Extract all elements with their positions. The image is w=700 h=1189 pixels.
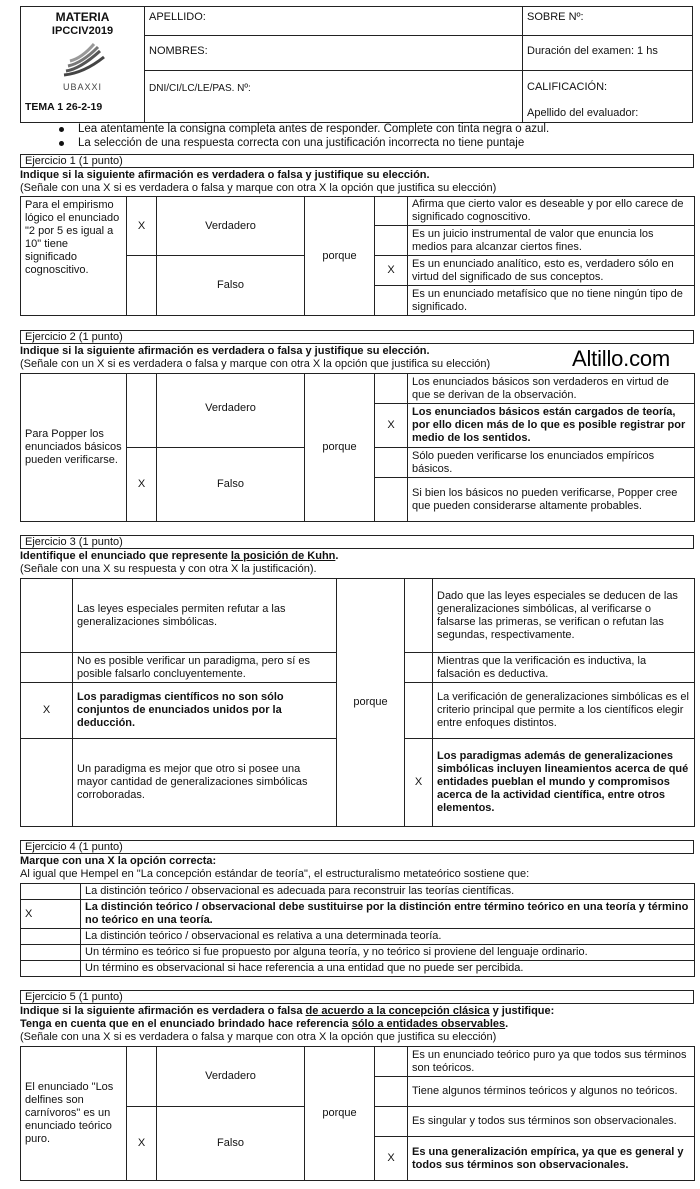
ex1-title: Ejercicio 1 — [25, 155, 76, 167]
ex2-true-mark[interactable] — [127, 374, 157, 448]
ex5-points: (1 punto) — [75, 991, 123, 1003]
ex1-option: Es un juicio instrumental de valor que enuncia los medios para alcanzar ciertos fines. — [408, 226, 695, 256]
ex2-porque: porque — [305, 374, 375, 522]
apellido-field[interactable]: APELLIDO: — [145, 7, 523, 36]
ex2-instruction: Indique si la siguiente afirmación es verdadera o falsa y justifique su elección. — [20, 345, 430, 357]
ex1-option-mark[interactable] — [375, 286, 408, 316]
ex4-table — [20, 883, 695, 977]
ex1-porque: porque — [305, 197, 375, 316]
ex3-right-mark[interactable]: X — [405, 739, 433, 827]
ex3-right-option: Los paradigmas además de generalizaciones simbólicas incluyen lineamientos acerca de qué entidades pueblan el mundo y compromisos acerca de la actividad científica, entre otros elementos. — [433, 739, 695, 827]
ex3-right-option: Dado que las leyes especiales se deducen de las generalizaciones simbólicas, al verificarse o falsarse las primeras, se verifican o refutan las segundas, respectivamente. — [433, 579, 695, 653]
ex1-false-mark[interactable] — [127, 256, 157, 316]
ex4-option: La distinción teórico / observacional es adecuada para reconstruir las teorías científicas. — [81, 884, 695, 900]
ex3-instruction — [20, 550, 338, 563]
ex3-instr-a: Identifique el enunciado que represente — [20, 550, 231, 562]
ex5-instr2-a: Tenga en cuenta que en el enunciado brindado hace referencia — [20, 1018, 352, 1030]
course-code: IPCCIV2019 — [51, 25, 114, 37]
ex5-true-label: Verdadero — [157, 1047, 305, 1107]
ex5-instruction-2 — [20, 1018, 508, 1031]
ex2-title: Ejercicio 2 — [25, 331, 76, 343]
nombres-field[interactable]: NOMBRES: — [145, 36, 523, 71]
ex4-points: (1 punto) — [75, 841, 123, 853]
ex5-instr-a: Indique si la siguiente afirmación es verdadera o falsa — [20, 1005, 306, 1017]
ex2-false-label: Falso — [157, 448, 305, 522]
ex5-true-mark[interactable] — [127, 1047, 157, 1107]
ex5-instruction — [20, 1005, 554, 1018]
materia-label: MATERIA — [55, 10, 110, 24]
ex3-left-option: No es posible verificar un paradigma, pero sí es posible falsarlo concluyentemente. — [73, 653, 337, 683]
ex5-option: Tiene algunos términos teóricos y algunos no teóricos. — [408, 1077, 695, 1107]
ex3-right-option: La verificación de generalizaciones simbólicas es el criterio principal que permite a los científicos elegir entre enfoques distintos. — [433, 683, 695, 739]
ex5-porque: porque — [305, 1047, 375, 1181]
ex3-table — [20, 578, 695, 827]
dni-field[interactable]: DNI/CI/LC/LE/PAS. Nº: — [145, 71, 523, 123]
ex4-instruction: Marque con una X la opción correcta: — [20, 855, 217, 867]
ex2-option-mark[interactable] — [375, 478, 408, 522]
ex5-instr2-b: sólo a entidades observables — [351, 1018, 506, 1030]
ex4-option: Un término es teórico si fue propuesto por alguna teoría, y no teórico si proviene del lenguaje ordinario. — [81, 945, 695, 961]
ex2-true-label: Verdadero — [157, 374, 305, 448]
ex4-mark[interactable]: X — [21, 900, 81, 929]
ex3-instr-c: . — [335, 550, 339, 562]
ex3-right-mark[interactable] — [405, 653, 433, 683]
ex3-left-option: Los paradigmas científicos no son sólo conjuntos de enunciados unidos por la deducción. — [73, 683, 337, 739]
ex4-option: Un término es observacional si hace referencia a una entidad que no puede ser percibida. — [81, 961, 695, 977]
ex5-instr-c: y justifique: — [489, 1005, 555, 1017]
ex4-header — [20, 840, 694, 854]
ex1-statement: Para el empirismo lógico el enunciado "2 por 5 es igual a 10" tiene significado cognoscitivo. — [21, 197, 127, 316]
exam-header — [20, 6, 693, 123]
ex1-option: Es un enunciado metafísico que no tiene ningún tipo de significado. — [408, 286, 695, 316]
ex2-statement: Para Popper los enunciados básicos pueden verificarse. — [21, 374, 127, 522]
instruction-item: Lea atentamente la consigna completa antes de responder. Complete con tinta negra o azul. — [56, 122, 549, 136]
ex3-right-mark[interactable] — [405, 683, 433, 739]
ex4-mark[interactable] — [21, 945, 81, 961]
sobre-field[interactable]: SOBRE Nº: — [523, 7, 693, 36]
evaluador-label: Apellido del evaluador: — [527, 106, 639, 119]
ex5-option-mark[interactable] — [375, 1107, 408, 1137]
ex1-points: (1 punto) — [75, 155, 123, 167]
ex2-false-mark[interactable]: X — [127, 448, 157, 522]
ex4-mark[interactable] — [21, 929, 81, 945]
ex5-option: Es singular y todos sus términos son observacionales. — [408, 1107, 695, 1137]
ex5-false-label: Falso — [157, 1107, 305, 1181]
ex5-title: Ejercicio 5 — [25, 991, 76, 1003]
ex3-points: (1 punto) — [75, 536, 123, 548]
ex4-subinstruction: Al igual que Hempel en "La concepción estándar de teoría", el estructuralismo metateórico sostiene que: — [20, 868, 530, 880]
ex3-left-option: Un paradigma es mejor que otro si posee una mayor cantidad de generalizaciones simbólicas corroboradas. — [73, 739, 337, 827]
ex3-left-option: Las leyes especiales permiten refutar a las generalizaciones simbólicas. — [73, 579, 337, 653]
ex5-statement: El enunciado "Los delfines son carnívoros" es un enunciado teórico puro. — [21, 1047, 127, 1181]
course-block — [21, 7, 145, 123]
org-name: UBAXXI — [62, 81, 102, 92]
ex1-table — [20, 196, 695, 316]
ex2-subinstruction: (Señale con un X si es verdadera o falsa y marque con otra X la opción que justifica su elección) — [20, 358, 491, 370]
ex1-instruction: Indique si la siguiente afirmación es verdadera o falsa y justifique su elección. — [20, 169, 430, 181]
ex4-option: La distinción teórico / observacional debe sustituirse por la distinción entre término teórico en una teoría y término no teórico en una teoría. — [81, 900, 695, 929]
ex4-mark[interactable] — [21, 884, 81, 900]
ex4-option: La distinción teórico / observacional es relativa a una determinada teoría. — [81, 929, 695, 945]
ex3-left-mark[interactable] — [21, 739, 73, 827]
ex2-header — [20, 330, 694, 344]
ex2-option: Los enunciados básicos están cargados de teoría, por ello dicen más de lo que es posible registrar por medio de los sentidos. — [408, 404, 695, 448]
ex2-option: Sólo pueden verificarse los enunciados empíricos básicos. — [408, 448, 695, 478]
instructions-list — [56, 122, 549, 150]
ex5-option-mark[interactable] — [375, 1077, 408, 1107]
ex5-option-mark[interactable] — [375, 1047, 408, 1077]
tema-label: TEMA 1 26-2-19 — [25, 100, 103, 113]
ex4-mark[interactable] — [21, 961, 81, 977]
ex1-option-mark[interactable] — [375, 226, 408, 256]
watermark: Altillo.com — [572, 346, 671, 371]
ex3-left-mark[interactable] — [21, 653, 73, 683]
ex5-subinstruction: (Señale con una X si es verdadera o falsa y marque con otra X la opción que justifica su elección) — [20, 1031, 497, 1043]
ex5-false-mark[interactable]: X — [127, 1107, 157, 1181]
ex1-false-label: Falso — [157, 256, 305, 316]
ex3-right-mark[interactable] — [405, 579, 433, 653]
ex5-option: Es una generalización empírica, ya que es general y todos sus términos son observacionales. — [408, 1137, 695, 1181]
calificacion-label: CALIFICACIÓN: — [527, 81, 608, 93]
ex3-left-mark[interactable]: X — [21, 683, 73, 739]
ex5-instr-b: de acuerdo a la concepción clásica — [305, 1005, 490, 1017]
ex3-left-mark[interactable] — [21, 579, 73, 653]
ex3-subinstruction: (Señale con una X su respuesta y con otra X la justificación). — [20, 563, 317, 575]
ex1-subinstruction: (Señale con una X si es verdadera o falsa y marque con otra X la opción que justifica su elección) — [20, 182, 497, 194]
ex3-right-option: Mientras que la verificación es inductiva, la falsación es deductiva. — [433, 653, 695, 683]
ex1-option: Es un enunciado analítico, esto es, verdadero sólo en virtud del significado de sus conceptos. — [408, 256, 695, 286]
ex5-header — [20, 990, 694, 1004]
ex1-option: Afirma que cierto valor es deseable y por ello carece de significado cognoscitivo. — [408, 197, 695, 226]
ex3-porque: porque — [337, 579, 405, 827]
duracion-text: Duración del examen: 1 hs — [523, 36, 693, 71]
ex1-option-mark[interactable] — [375, 197, 408, 226]
ex2-option: Si bien los básicos no pueden verificarse, Popper cree que pueden considerarse altamente probables. — [408, 478, 695, 522]
ex3-instr-b: la posición de Kuhn — [230, 550, 336, 562]
ex1-option-mark[interactable]: X — [375, 256, 408, 286]
ubaxxi-logo-icon — [60, 41, 106, 77]
ex2-option-mark[interactable] — [375, 448, 408, 478]
ex2-option-mark[interactable]: X — [375, 404, 408, 448]
ex1-header — [20, 154, 694, 168]
ex5-option: Es un enunciado teórico puro ya que todos sus términos son teóricos. — [408, 1047, 695, 1077]
ex3-title: Ejercicio 3 — [25, 536, 76, 548]
ex1-true-label: Verdadero — [157, 197, 305, 256]
ex4-title: Ejercicio 4 — [25, 841, 76, 853]
ex2-table — [20, 373, 695, 522]
ex5-table — [20, 1046, 695, 1181]
ex2-option-mark[interactable] — [375, 374, 408, 404]
ex5-option-mark[interactable]: X — [375, 1137, 408, 1181]
ex2-points: (1 punto) — [75, 331, 123, 343]
ex3-header — [20, 535, 694, 549]
ex2-option: Los enunciados básicos son verdaderos en virtud de que se derivan de la observación. — [408, 374, 695, 404]
ex1-true-mark[interactable]: X — [127, 197, 157, 256]
instruction-item: La selección de una respuesta correcta con una justificación incorrecta no tiene puntaje — [56, 136, 549, 150]
calificacion-block[interactable] — [523, 71, 693, 123]
ex5-instr2-c: . — [505, 1018, 509, 1030]
